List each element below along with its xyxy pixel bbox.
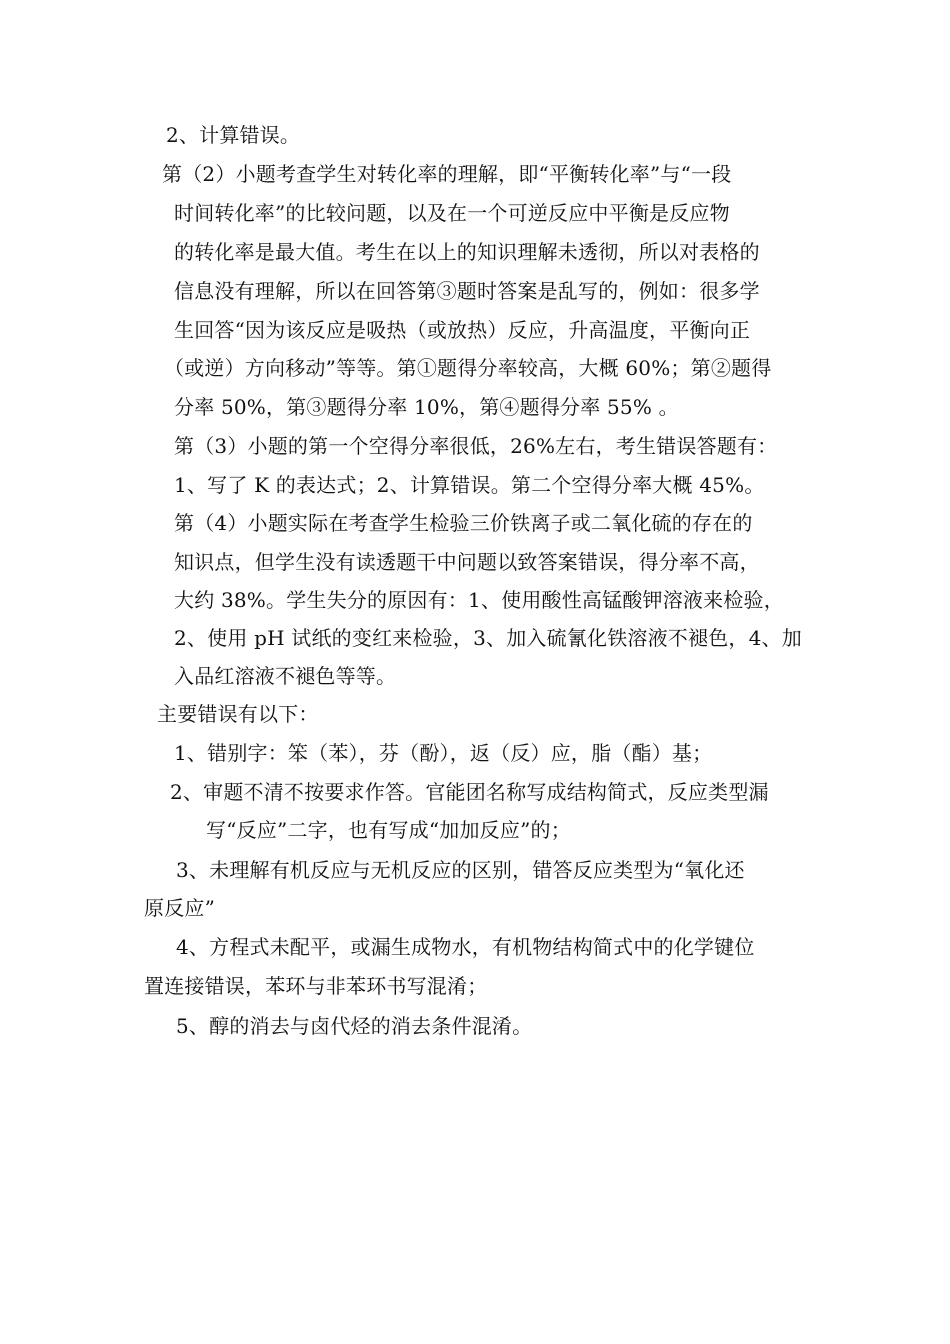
list-item: 5、醇的消去与卤代烃的消去条件混淆。 [176,1014,533,1038]
text-line: 第（3）小题的第一个空得分率很低，26%左右，考生错误答题有： [174,434,778,458]
list-item: 1、错别字：笨（苯），芬（酚），返（反）应，脂（酯）基； [174,741,713,765]
list-item: 3、未理解有机反应与无机反应的区别，错答反应类型为“氧化还 [176,858,745,882]
list-item-continuation: 原反应” [144,896,216,920]
list-item: 2、审题不清不按要求作答。官能团名称写成结构简式，反应类型漏 [170,780,769,804]
section-heading: 主要错误有以下： [157,702,319,726]
text-line: 分率 50%，第③题得分率 10%，第④题得分率 55% 。 [174,395,679,419]
list-item-continuation: 写“反应”二字，也有写成“加加反应”的； [206,818,571,842]
text-line: 入品红溶液不褪色等等。 [174,664,397,688]
list-item: 4、方程式未配平，或漏生成物水，有机物结构简式中的化学键位 [176,935,755,959]
text-line: 时间转化率”的比较问题，以及在一个可逆反应中平衡是反应物 [174,201,730,225]
text-line: （或逆）方向移动”等等。第①题得分率较高，大概 60%；第②题得 [164,356,772,380]
text-line: 大约 38%。学生失分的原因有：1、使用酸性高锰酸钾溶液来检验， [174,588,784,612]
text-line: 第（2）小题考查学生对转化率的理解，即“平衡转化率”与“一段 [162,162,732,186]
text-line: 的转化率是最大值。考生在以上的知识理解未透彻，所以对表格的 [174,240,760,264]
text-line: 2、使用 pH 试纸的变红来检验，3、加入硫氰化铁溶液不褪色，4、加 [174,626,802,650]
text-line: 信息没有理解，所以在回答第③题时答案是乱写的，例如：很多学 [174,279,760,303]
text-line: 第（4）小题实际在考查学生检验三价铁离子或二氧化硫的存在的 [174,511,753,535]
text-line: 生回答“因为该反应是吸热（或放热）反应，升高温度，平衡向正 [174,318,751,342]
text-line: 知识点，但学生没有读透题干中问题以致答案错误，得分率不高， [174,550,760,574]
list-item-continuation: 置连接错误，苯环与非苯环书写混淆； [144,974,488,998]
text-line: 1、写了 K 的表达式；2、计算错误。第二个空得分率大概 45%。 [174,473,765,497]
text-line: 2、计算错误。 [166,123,301,147]
